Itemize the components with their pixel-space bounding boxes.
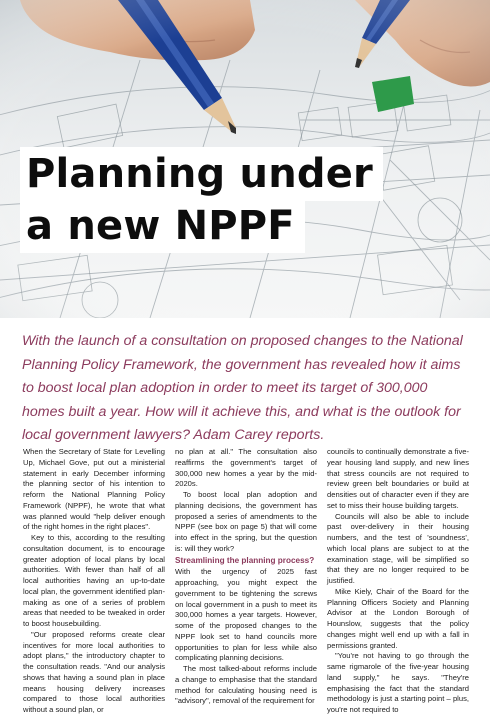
section-subhead: Streamlining the planning process? [175, 555, 315, 565]
paragraph: Mike Kiely, Chair of the Board for the Planning Officers Society and Planning Advisor at the London Borough of Hounslow, suggests that the policy changes might well end up with a fall in permissions granted. [327, 586, 469, 650]
paragraph: no plan at all." The consultation also reaffirms the government's target of 300,000 new homes a year by the mid-2020s. [175, 447, 317, 489]
headline-line-2: a new NPPF [20, 199, 305, 253]
paragraph: When the Secretary of State for Levelling Up, Michael Gove, put out a ministerial statement in early December informing the planning sector of his intention to reform the National Planning Policy Framework (NPPF), he wrote that what was planned would "help deliver enough of the right homes in the right places". [23, 447, 165, 532]
headline-line-1: Planning under [20, 147, 383, 201]
paragraph: "You're not having to go through the same rigmarole of the five-year housing land supply," he says. "They're emphasising the fact that the standard methodology is just a starting point – plus, you're not required to [327, 651, 469, 714]
paragraph: Key to this, according to the resulting consultation document, is to encourage greater adoption of local plans by local authorities. With fewer than half of all local authorities having an up-to-date local plan, the government identified plan-making as one of a series of problem areas that needed to be tweaked in order to boost housebuilding. [23, 533, 165, 628]
paragraph: The most talked-about reforms include a change to emphasise that the standard method for calculating housing need is "advisory", removal of the requirement for [175, 664, 317, 706]
paragraph: councils to continually demonstrate a five-year housing land supply, and new lines that stress councils are not required to review green belt boundaries or build at densities out of character even if they are set to miss their house building targets. [327, 447, 469, 510]
article-column-3 [327, 447, 469, 716]
paragraph: To boost local plan adoption and planning decisions, the government has proposed a series of amendments to the NPPF (see box on page 5) that will come into effect in the spring, but the question is: will they work? [175, 490, 317, 553]
hero-image [0, 0, 490, 318]
standfirst: With the launch of a consultation on proposed changes to the National Planning Policy Framework, the government has revealed how it aims to boost local plan adoption in order to meet its target of 300,000 homes built a year. How will it achieve this, and what is the outlook for local government lawyers? Adam Carey reports. [22, 333, 463, 443]
article-column-2 [175, 447, 317, 707]
paragraph: With the urgency of 2025 fast approaching, you might expect the government to be tightening the screws on local government in a push to meet its 300,000 homes a year targets. However, some of the proposed changes to the NPPF look set to hand councils more opportunities to plan for less while also complicating planning decisions. [175, 567, 317, 663]
paragraph: Councils will also be able to include past over-delivery in their housing numbers, and the test of 'soundness', which local plans are subject to at the examination stage, will be simplified so that they are no longer required to be justified. [327, 511, 469, 585]
article-column-1 [23, 447, 165, 716]
paragraph: "Our proposed reforms create clear incentives for more local authorities to adopt plans," the introductory chapter to the consultation reads. "And our analysis shows that having a sound plan in place means housing delivery increases compared to those local authorities without a sound plan, or [23, 629, 165, 714]
